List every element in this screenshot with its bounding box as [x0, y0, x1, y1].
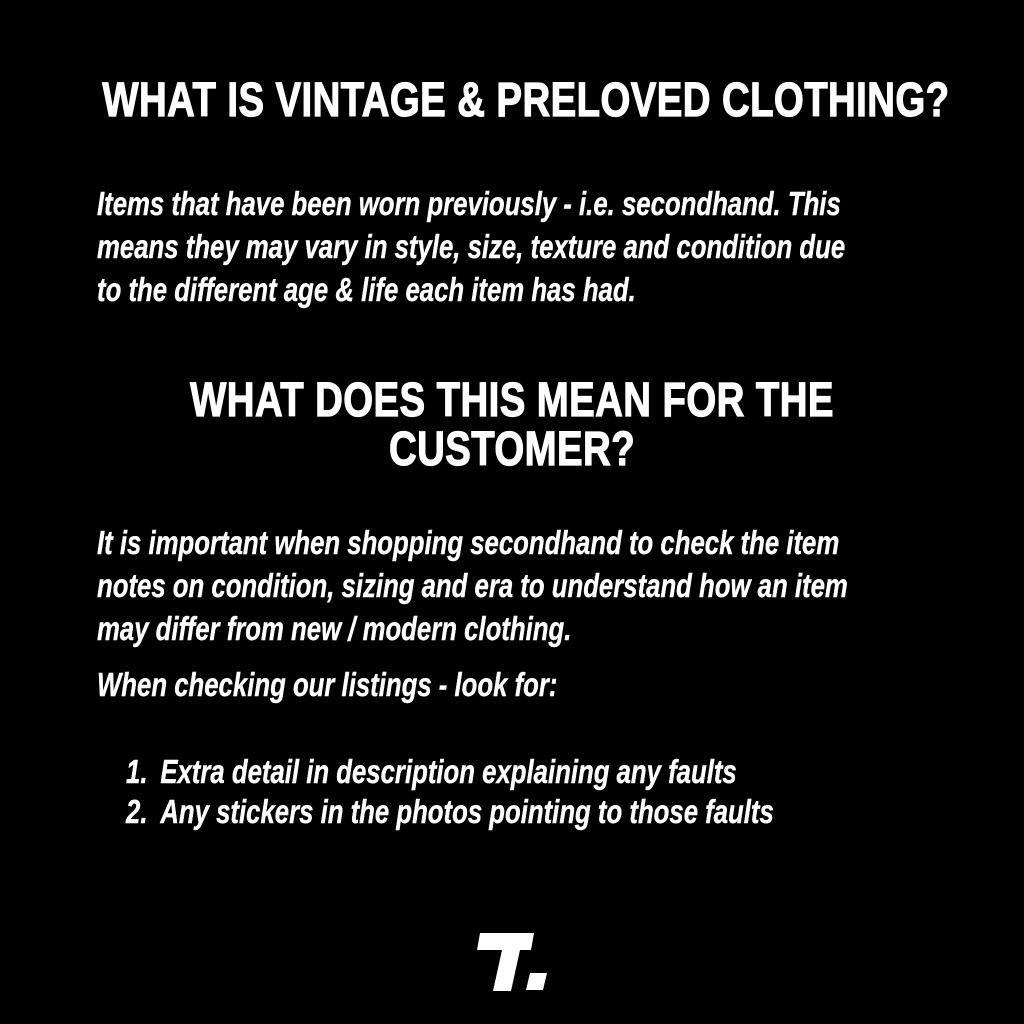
text-line: It is important when shopping secondhand to check the item [97, 524, 840, 561]
list-number: 2. [126, 793, 148, 830]
checklist-intro: When checking our listings - look for: [97, 666, 558, 703]
text-line: may differ from new / modern clothing. [97, 610, 572, 647]
checklist-item [126, 792, 774, 832]
text-line: means they may vary in style, size, texture and condition due [97, 228, 846, 265]
list-text: Any stickers in the photos pointing to those faults [160, 793, 774, 830]
t-logo-icon [476, 933, 548, 991]
list-text: Extra detail in description explaining any faults [160, 753, 737, 790]
text-line: Items that have been worn previously - i.e. secondhand. This [97, 185, 841, 222]
text-line: CUSTOMER? [388, 423, 636, 476]
checklist [126, 752, 774, 832]
text-line: WHAT DOES THIS MEAN FOR THE [190, 374, 834, 427]
page-title: WHAT IS VINTAGE & PRELOVED CLOTHING? [102, 74, 950, 127]
text-line: to the different age & life each item has had. [97, 271, 636, 308]
customer-section-heading [102, 376, 921, 474]
checklist-item [126, 752, 774, 792]
intro-paragraph [97, 182, 845, 311]
list-number: 1. [126, 753, 148, 790]
customer-section-paragraph [97, 521, 848, 650]
brand-logo [0, 933, 1024, 991]
text-line: notes on condition, sizing and era to understand how an item [97, 567, 848, 604]
